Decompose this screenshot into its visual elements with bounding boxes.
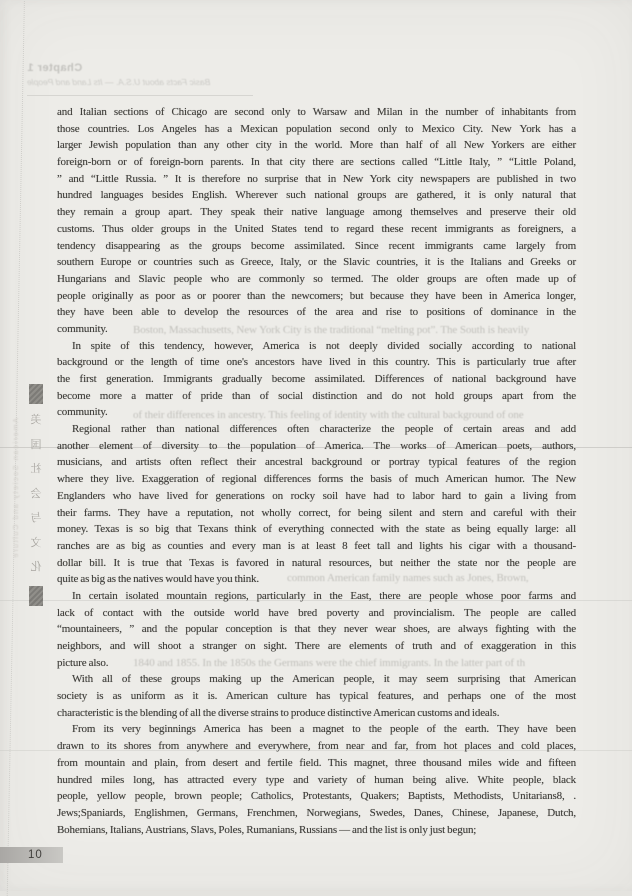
series-title-chinese <box>28 408 44 580</box>
text-line: customs. Thus older groups in the United States tend to regard these recent immigrants as foreigners, a <box>57 222 576 235</box>
text-line: hundred miles long, has attracted every type and variety of human being alive. White people, black <box>57 773 576 786</box>
text-line: hundred languages besides English. Wherever such national groups are gathered, it is only natural that <box>57 189 576 202</box>
body-text <box>57 104 576 838</box>
text-line: their farms. They have a reputation, not wholly correct, for being silent and stern and careful with their <box>57 506 576 519</box>
text-line: tendency disappearing as the groups become assimilated. Since recent immigrants came largely from <box>57 239 576 252</box>
text-line: people originally as poor as or poorer than the newcomers; but because they have been in America longer, <box>57 289 576 302</box>
chinese-character: 社 <box>30 462 42 475</box>
bleed-through-line: common American family names such as Jones, Brown, <box>287 572 529 584</box>
text-line: larger Jewish population than any other city in the world. More than half of all New Yorkers are either <box>57 139 576 152</box>
text-line: become more a matter of pride than of social distinction and do not hold groups apart from the <box>57 389 576 402</box>
bleed-through-header <box>27 62 253 87</box>
text-line: picture also. <box>57 656 109 669</box>
text-line: Jews;Spaniards, Englishmen, Germans, Frenchmen, Norwegians, Swedes, Danes, Chinese, Japanese, Dutch, <box>57 806 576 819</box>
text-line: drawn to its shores from anywhere and everywhere, from near and far, from hot places and cold places, <box>57 740 576 753</box>
chinese-character: 文 <box>30 535 42 549</box>
text-line: community. <box>57 406 108 419</box>
text-line: from mountain and plain, from desert and fertile field. This magnet, three thousand miles wide and fifteen <box>57 756 576 769</box>
text-line: the first generation. Immigrants gradually become assimilated. Differences of national background have <box>57 373 576 385</box>
bleed-through-line: 1840 and 1855. In the 1850s the Germans were the chief immigrants. In the latter part of th <box>133 657 525 669</box>
bleed-chapter-label: Chapter 1 <box>27 62 83 74</box>
text-line: background or the length of time one's ancestors have lived in this country. This is particularly true after <box>57 356 576 369</box>
text-line: money. Texas is so big that Texans think of everything connected with the state as being equally large: all <box>57 523 576 536</box>
bleed-chapter-subtitle: Basic Facts about U.S.A. — Its Land and People <box>27 77 211 87</box>
text-line: people, yellow people, brown people; Catholics, Protestants, Quakers; Baptists, Methodists, Unitarians8, . <box>57 790 576 803</box>
bleed-through-line: Boston, Massachusetts, New York City is the traditional “melting pot”. The South is heavily <box>133 324 530 336</box>
text-line: dollar bill. It is true that Texas is favored in natural resources, but neither the state nor the people are <box>57 556 576 569</box>
text-line: ” and “Little Russia. ” It is therefore no surprise that in New York city newspapers are published in two <box>57 172 576 185</box>
text-line: Hungarians and Slavic people who are commonly so termed. The older groups are often made up of <box>57 272 576 285</box>
text-line: From its very beginnings America has been a magnet to the people of the earth. They have been <box>72 723 576 736</box>
text-line: they have been able to develop the resources of the area and rise to positions of dominance in the <box>57 306 576 319</box>
series-title-english: American Society and Culture <box>11 418 20 560</box>
chinese-character: 与 <box>30 511 42 524</box>
text-line: quite as big as the natives would have you think. <box>57 573 260 586</box>
text-line: neighbors, and will shoot a stranger on sight. There are elements of truth and of exaggeration in this <box>57 640 576 652</box>
chinese-character: 会 <box>30 486 42 500</box>
text-line: community. <box>57 322 108 335</box>
chinese-character: 美 <box>30 413 42 426</box>
text-line: ranches are as big as counties and every man is at least 8 feet tall and lights his cigar with a thousand- <box>57 539 576 552</box>
text-line: In spite of this tendency, however, America is not deeply divided socially according to national <box>72 339 576 352</box>
tab-block-icon <box>29 384 43 404</box>
text-line: and Italian sections of Chicago are second only to Warsaw and Milan in the number of inhabitants from <box>57 106 576 118</box>
text-line: another element of diversity to the population of America. The works of American poets, authors, <box>57 439 576 452</box>
header-rule <box>27 95 253 96</box>
text-line: Englanders who have lived for generations on rocky soil have had to labor hard to gain a living from <box>57 489 576 502</box>
text-line: “mountaineers, ” and the popular conception is that they never wear shoes, are always fighting with the <box>57 623 576 636</box>
bleed-through-line: of their differences in ancestry. This feeling of identity with the cultural background of one <box>133 409 524 421</box>
text-line: In certain isolated mountain regions, particularly in the East, there are people whose poor farms and <box>72 589 576 602</box>
page-number-bar <box>0 847 63 863</box>
text-line: With all of these groups making up the American people, it may seem surprising that American <box>72 673 576 686</box>
text-line: where they live. Exaggeration of regional differences forms the basis of much American humor. The New <box>57 473 576 486</box>
text-line: foreign-born or of foreign-born parents. In that city there are sections called “Little Italy, ” “Little Poland, <box>57 156 576 169</box>
text-line: those countries. Los Angeles has a Mexican population second only to Mexico City. New York has a <box>57 122 576 135</box>
text-line: Bohemians, Italians, Austrians, Slavs, Poles, Rumanians, Russians — and the list is only just begun; <box>57 823 477 836</box>
text-line: they remain a group apart. They speak their native language among themselves and preserve their old <box>57 206 576 219</box>
tab-block-icon <box>29 586 43 606</box>
text-line: southern Europe or countries such as Greece, Italy, or the Slavic countries, it is the Italians and Greeks or <box>57 256 576 269</box>
chinese-character: 国 <box>30 437 42 451</box>
text-line: musicians, and artists often reflect their ancestral background or portray typical features of the region <box>57 456 576 469</box>
page-number: 10 <box>28 849 43 861</box>
chinese-character: 化 <box>30 560 42 573</box>
margin-tab-bleed <box>28 384 44 610</box>
text-line: characteristic is the blending of all the diverse strains to produce distinctive American customs and ideals. <box>57 706 500 719</box>
text-line: Regional rather than national differences often characterize the people of certain areas and add <box>72 423 576 436</box>
text-line: society is as uniform as it is. American culture has typical features, and perhaps one of the most <box>57 690 576 703</box>
text-line: lack of contact with the outside world have bred poverty and provincialism. The people are called <box>57 606 576 619</box>
